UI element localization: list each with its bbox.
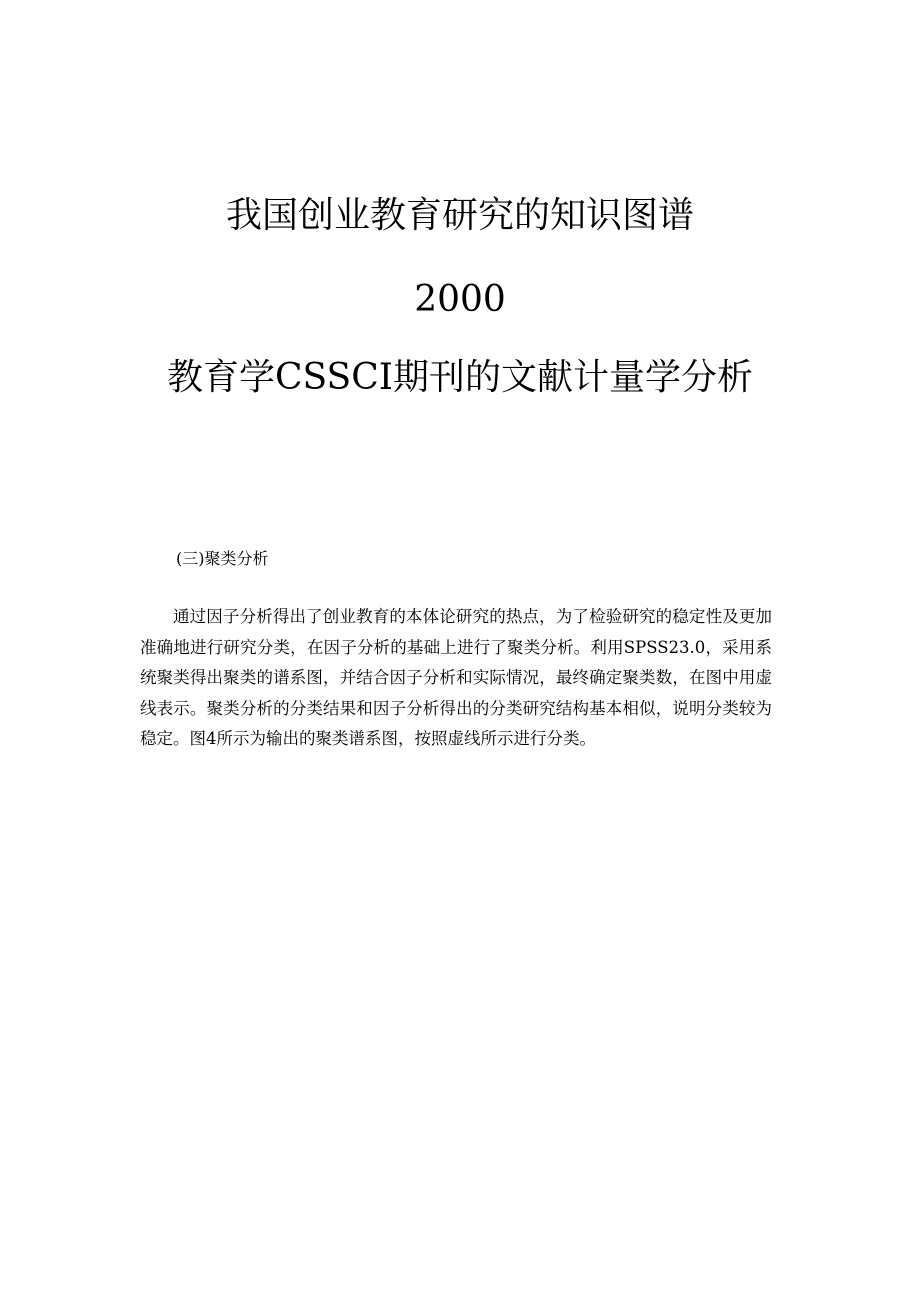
title-line-3: 教育学CSSCI期刊的文献计量学分析 [166, 357, 753, 398]
title-line-1: 我国创业教育研究的知识图谱 [225, 195, 694, 236]
body-paragraph: 通过因子分析得出了创业教育的本体论研究的热点，为了检验研究的稳定性及更加准确地进行研究分类，在因子分析的基础上进行了聚类分析。利用SPSS23.0，采用系统聚类得出聚类的谱系图，并结合因子分析和实际情况，最终确定聚类数，在图中用虚线表示。聚类分析的分类结果和因子分析得出的分类研究结构基本相似，说明分类较为稳定。图4所示为输出的聚类谱系图，按照虚线所示进行分类。 [140, 607, 772, 748]
title-line-year: 2000 [414, 279, 506, 320]
section-heading: (三)聚类分析 [176, 549, 269, 568]
document-title [0, 190, 920, 436]
